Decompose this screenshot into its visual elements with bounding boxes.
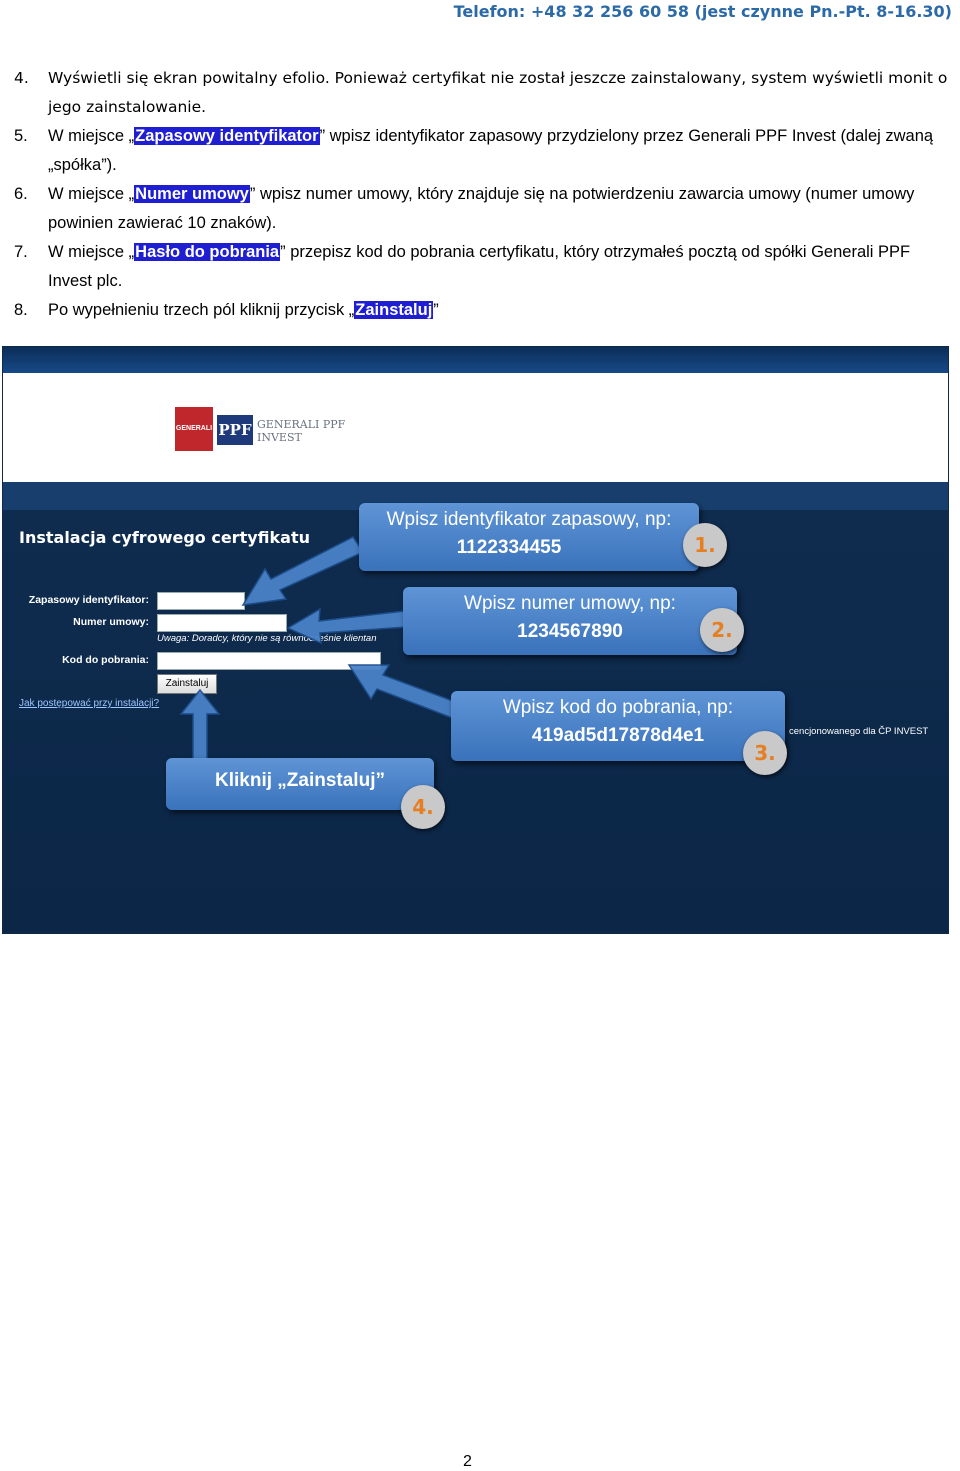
logo-line-2: INVEST [257,431,302,444]
footer-text: cencjonowanego dla ČP INVEST [789,726,929,737]
phone-header: Telefon: +48 32 256 60 58 (jest czynne Pn.-Pt. 8-16.30) [453,2,952,21]
instruction-list [14,64,949,325]
step-5 [14,122,949,180]
badge-4: 4. [401,785,445,829]
step-6 [14,180,949,238]
backup-id-label: Zapasowy identyfikator: [28,594,149,606]
step-text: Wyświetli się ekran powitalny efolio. Ponieważ certyfikat nie został jeszcze zainstalowany, system wyświetli monit o jego zainstalowanie. [48,69,948,116]
callout-line-1: Wpisz identyfikator zapasowy, np: [386,509,672,530]
step-text-pre: Po wypełnieniu trzech pól kliknij przycisk „ [48,301,355,319]
warning-text: Uwaga: Doradcy, który nie są równocześnie klientan [157,633,377,644]
step-4 [14,64,949,122]
step-text-post: ” przepisz kod do pobrania certyfikatu, który otrzymałeś pocztą od spółki Generali PPF Invest plc. [48,243,911,290]
badge-1: 1. [683,523,727,567]
download-code-label: Kod do pobrania: [62,654,149,666]
step-8 [14,296,949,325]
step-number: 8. [14,301,28,319]
step-text-post: ” wpisz identyfikator zapasowy przydzielony przez Generali PPF Invest (dalej zwaną „spółka”). [48,127,934,174]
field-highlight: Hasło do pobrania [135,243,280,261]
embedded-screenshot [2,346,949,934]
callout-backup-id [359,503,699,571]
step-text-post: ” wpisz numer umowy, który znajduje się na potwierdzeniu zawarcia umowy (numer umowy powinien zawierać 10 znaków). [48,185,915,232]
callout-line-2: 419ad5d17878d4e1 [531,725,705,746]
field-highlight: Zapasowy identyfikator [135,127,319,145]
field-highlight: Numer umowy [135,185,249,203]
step-text-pre: W miejsce „ [48,127,135,145]
step-number: 5. [14,127,28,145]
step-text-pre: W miejsce „ [48,243,135,261]
step-7 [14,238,949,296]
field-highlight: Zainstaluj [355,301,433,319]
callout-contract [403,587,737,655]
contract-number-label: Numer umowy: [73,616,149,628]
callout-line-2: 1234567890 [517,621,623,642]
step-text-post: ” [433,301,439,319]
help-link[interactable]: Jak postępować przy instalacji? [19,698,160,709]
callout-install [166,758,434,810]
step-number: 6. [14,185,28,203]
callout-line-1: Wpisz kod do pobrania, np: [502,697,734,718]
arrow-1-icon [243,537,363,605]
ppf-mark: PPF [217,415,253,445]
callout-code [451,691,785,761]
step-text-pre: W miejsce „ [48,185,135,203]
step-number: 7. [14,243,28,261]
badge-2: 2. [700,608,744,652]
badge-3: 3. [743,731,787,775]
callout-line-2: 1122334455 [456,537,562,558]
arrow-2-icon [288,609,407,643]
arrow-3-icon [349,665,461,719]
callout-line-1: Kliknij „Zainstaluj” [215,770,385,791]
page-number: 2 [463,1453,472,1470]
generali-lion-icon: GENERALI GROUP [175,407,213,451]
panel-title: Instalacja cyfrowego certyfikatu [19,528,310,547]
arrow-4-icon [181,690,219,765]
install-button[interactable]: Zainstaluj [157,674,217,694]
callout-line-1: Wpisz numer umowy, np: [464,593,676,614]
logo-line-1: GENERALI PPF [257,418,346,431]
step-number: 4. [14,69,29,87]
